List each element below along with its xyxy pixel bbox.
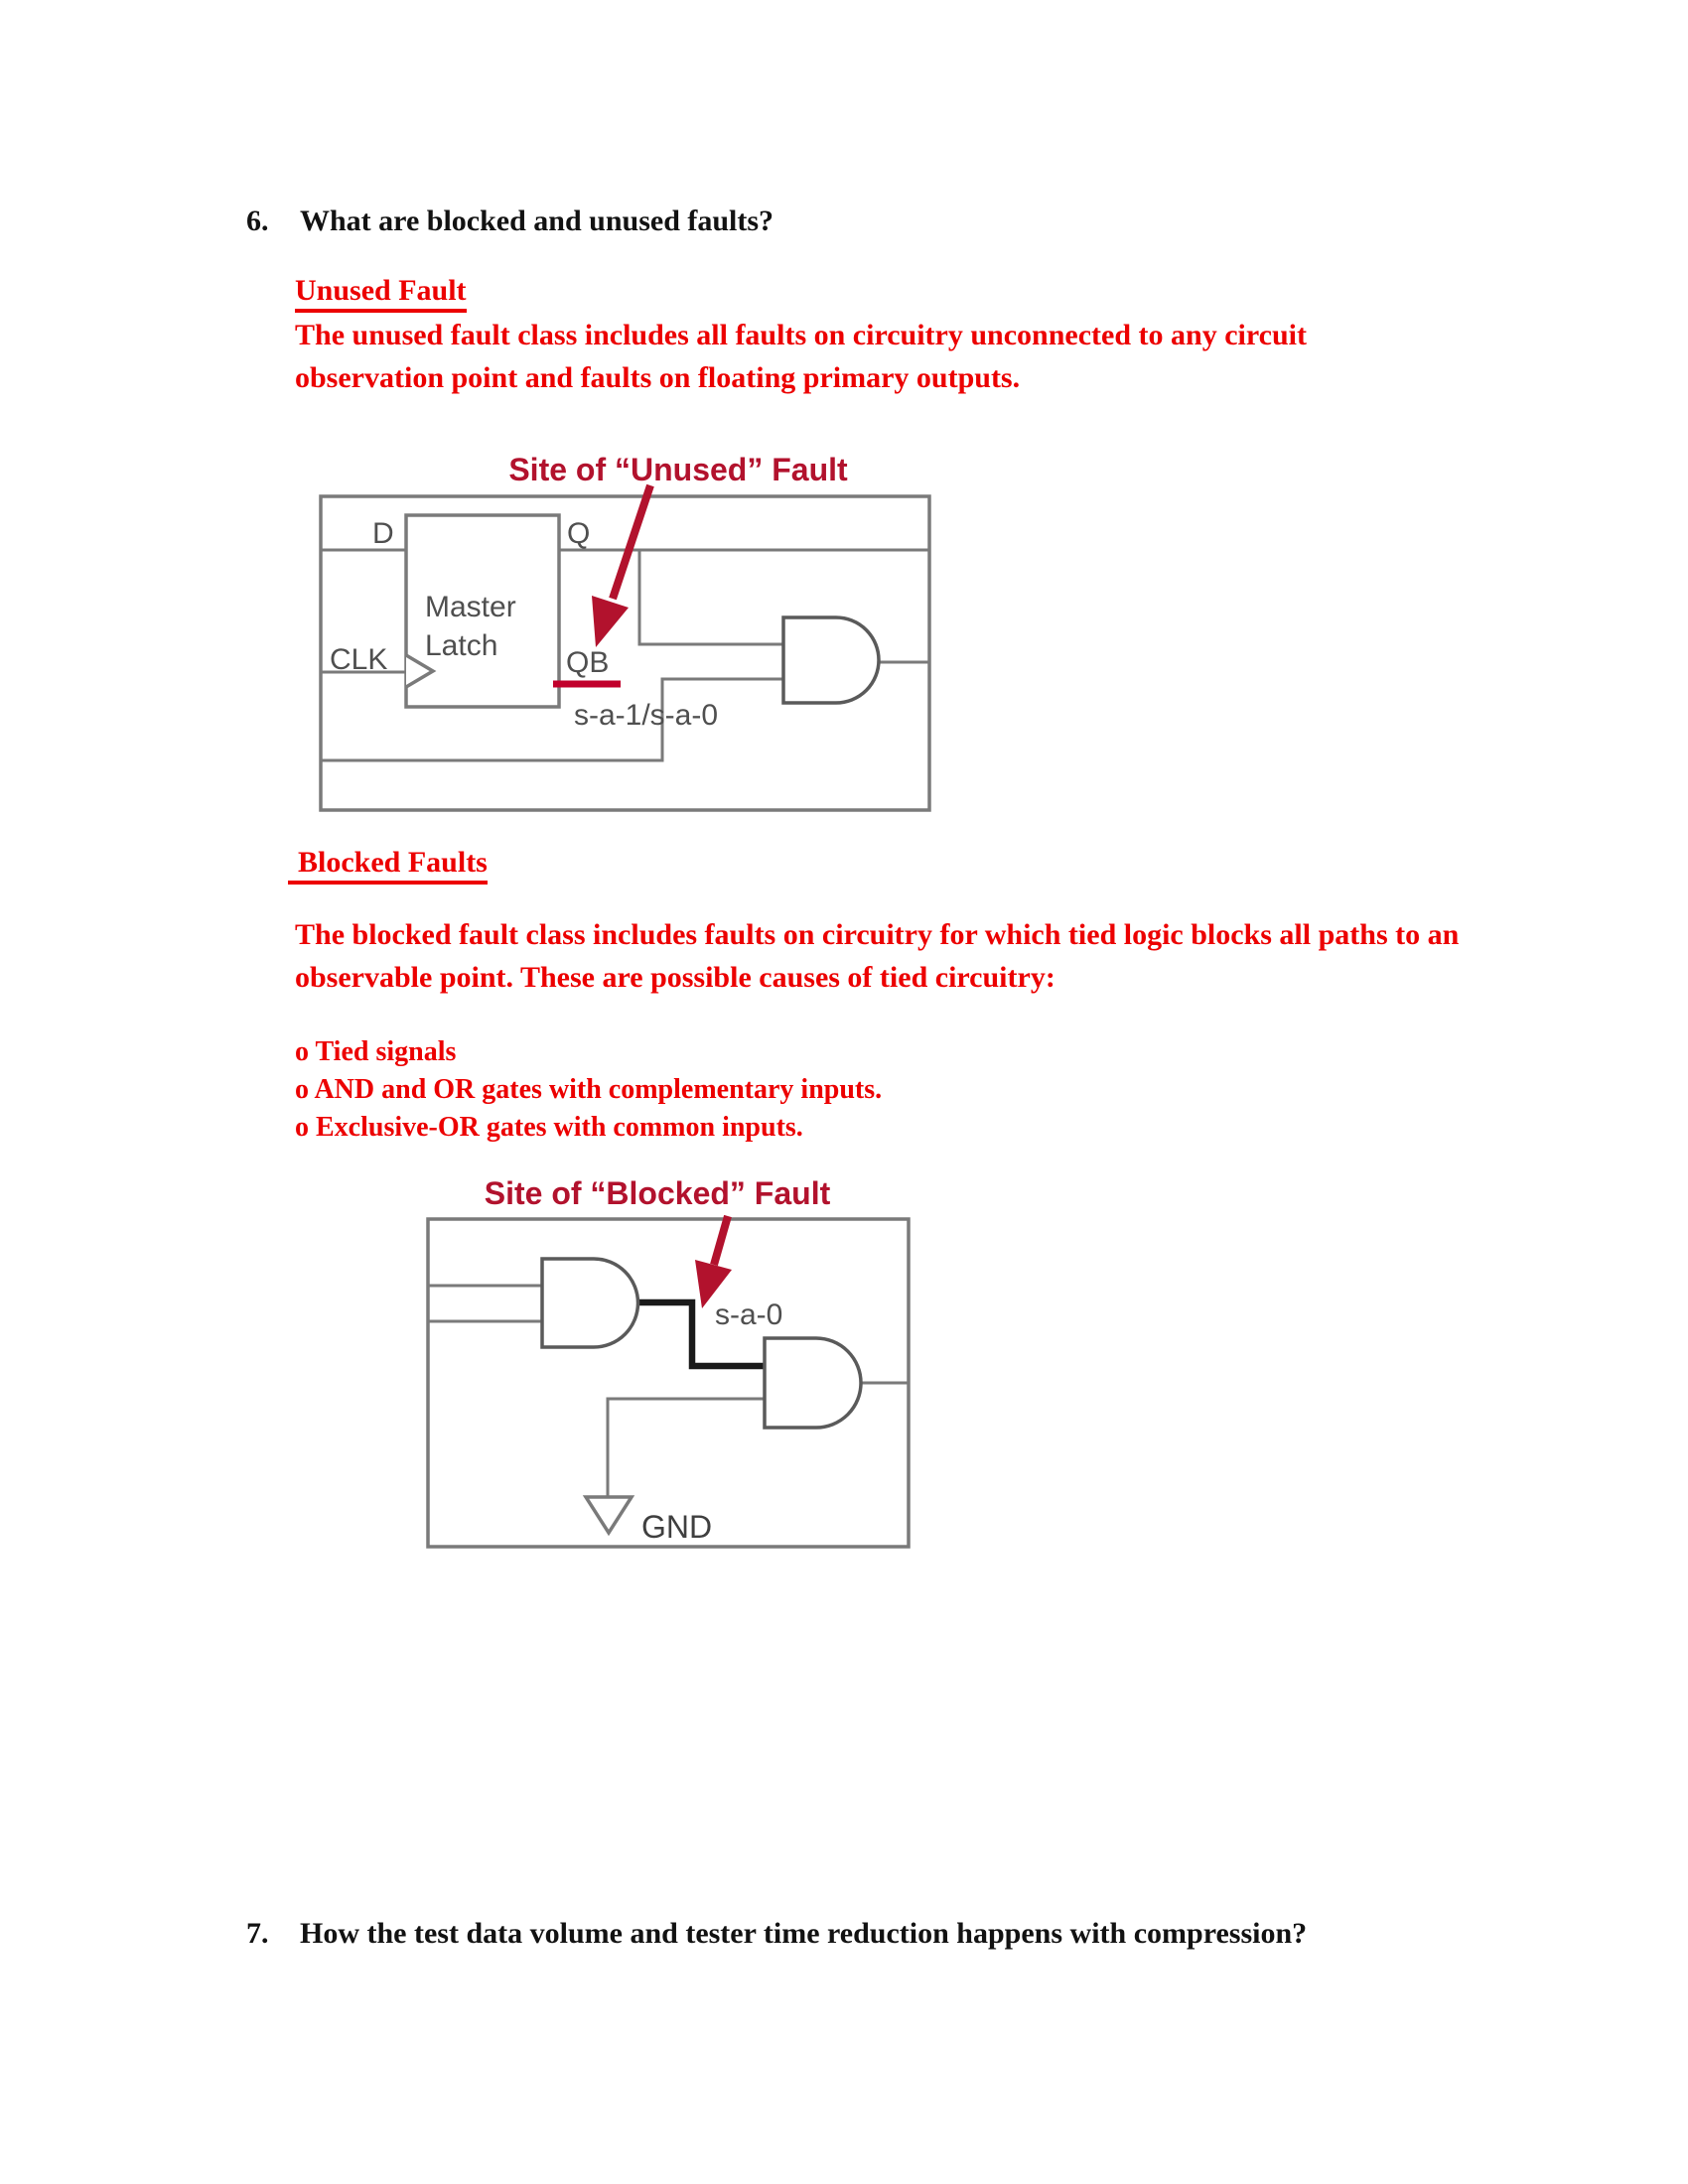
and-gate-icon (783, 617, 879, 703)
label-clk: CLK (330, 643, 388, 676)
fault-arrow-shaft (613, 485, 650, 599)
blocked-fault-diagram (417, 1176, 933, 1559)
question-6-number: 6. (246, 205, 269, 237)
unused-fault-heading: Unused Fault (295, 274, 467, 313)
tied-circuitry-causes-list (295, 1033, 882, 1147)
label-master: Master (425, 591, 516, 623)
blocked-faults-heading: Blocked Faults (288, 846, 488, 885)
fault-arrow-head-icon (592, 596, 629, 647)
label-d: D (372, 517, 394, 550)
and-top-input-wire (639, 550, 783, 644)
bullet-item: o Exclusive-OR gates with common inputs. (295, 1112, 803, 1143)
fault-arrow-shaft (714, 1216, 728, 1265)
question-6-text: What are blocked and unused faults? (300, 205, 774, 237)
label-sa1-sa0: s-a-1/s-a-0 (574, 699, 719, 732)
question-7-text: How the test data volume and tester time reduction happens with compression? (300, 1917, 1308, 1950)
label-q: Q (567, 517, 591, 550)
label-sa0: s-a-0 (715, 1298, 783, 1331)
blocked-faults-paragraph: The blocked fault class includes faults on circuitry for which tied logic blocks all paths to an observable point. These are possible causes of tied circuitry: (295, 918, 1460, 994)
bullet-item: o Tied signals (295, 1036, 457, 1067)
unused-fault-diagram (288, 442, 943, 819)
gnd-tied-wire (608, 1399, 765, 1497)
gnd-symbol-icon (586, 1497, 632, 1533)
bullet-item: o AND and OR gates with complementary inputs. (295, 1074, 883, 1105)
label-qb: QB (566, 646, 610, 679)
and-gate-icon (765, 1338, 861, 1428)
and-gate-icon (542, 1259, 638, 1347)
label-latch: Latch (425, 629, 498, 662)
label-gnd: GND (641, 1509, 713, 1545)
blocked-diagram-title: Site of “Blocked” Fault (484, 1176, 831, 1211)
unused-fault-paragraph: The unused fault class includes all faults on circuitry unconnected to any circuit observation point and faults on floating primary outputs. (295, 319, 1307, 394)
question-7-number: 7. (246, 1917, 269, 1950)
unused-diagram-title: Site of “Unused” Fault (508, 452, 848, 487)
